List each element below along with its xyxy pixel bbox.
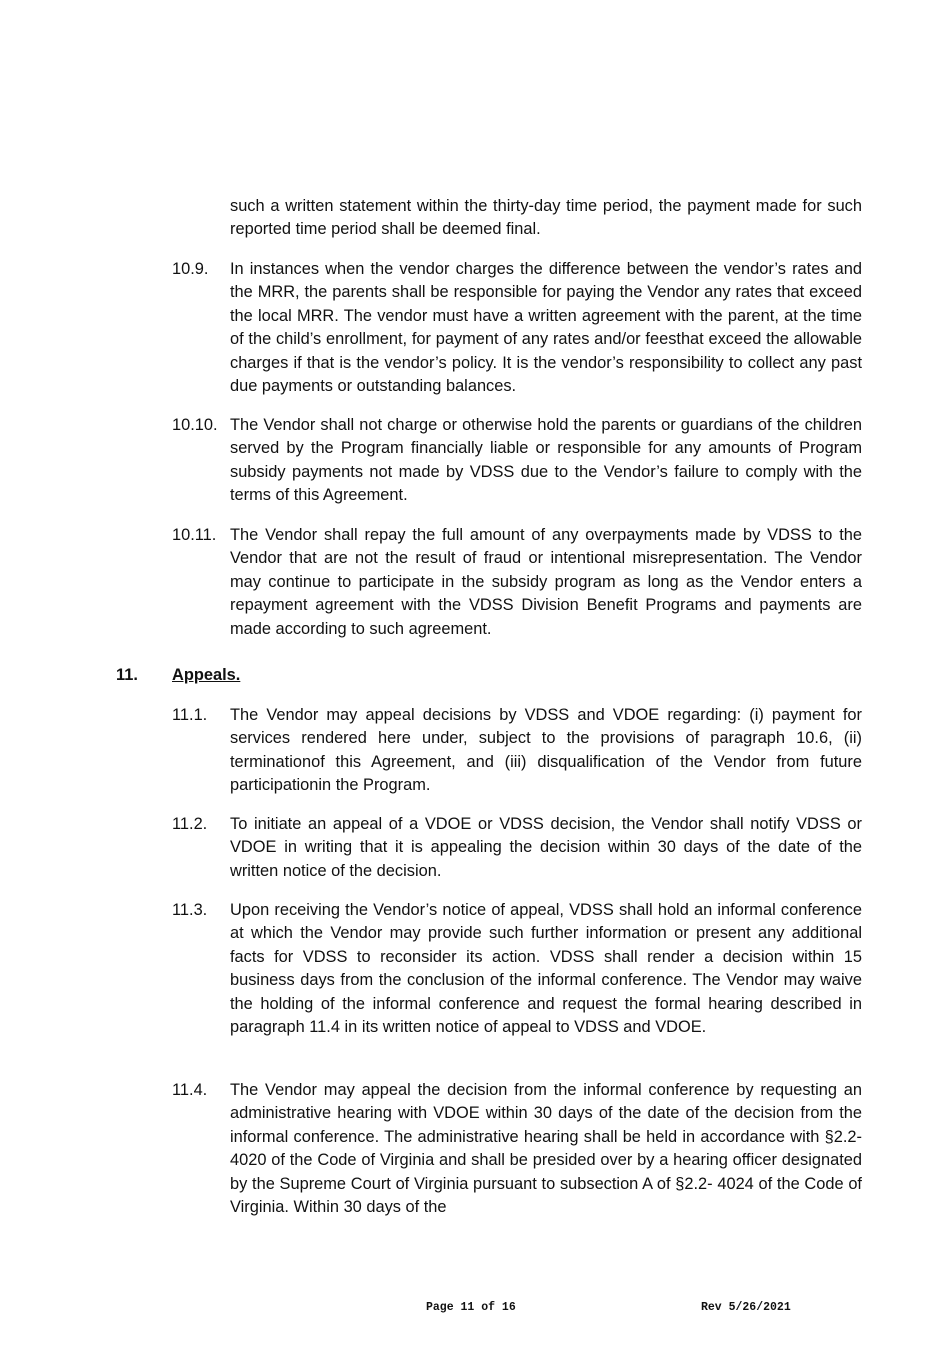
item-number-10-10: 10.10. [172, 416, 218, 434]
item-text-10-10: The Vendor shall not charge or otherwise hold the parents or guardians of the children served by the Program financially liable or responsible for any amounts of Program subsidy payments not made by VDSS due to the Vendor’s failure to comply with the terms of this Agreement. [230, 416, 862, 505]
item-number-11-2: 11.2. [172, 815, 208, 833]
item-number-11-4: 11.4. [172, 1081, 208, 1099]
section-number: 11. [116, 666, 138, 684]
item-number-11-1: 11.1. [172, 706, 208, 724]
item-number-11-3: 11.3. [172, 901, 208, 919]
item-text-10-9: In instances when the vendor charges the difference between the vendor’s rates and the MRR, the parents shall be responsible for paying the Vendor any rates that exceed the local MRR. The vendor must have a written agreement with the parent, at the time of the child’s enrollment, for payment of any rates and/or feesthat exceed the allowable charges if that is the vendor’s policy. It is the vendor’s responsibility to collect any past due payments or outstanding balances. [230, 260, 862, 396]
item-number-10-9: 10.9. [172, 260, 209, 278]
item-text-11-3: Upon receiving the Vendor’s notice of appeal, VDSS shall hold an informal conference at which the Vendor may provide such further information or present any additional facts for VDSS to reconsider its action. VDSS shall render a decision within 15 business days from the conclusion of the informal conference. The Vendor may waive the holding of the informal conference and request the formal hearing described in paragraph 11.4 in its written notice of appeal to VDSS and VDOE. [230, 901, 862, 1037]
item-text-11-1: The Vendor may appeal decisions by VDSS and VDOE regarding: (i) payment for services rendered here under, subject to the provisions of paragraph 10.6, (ii) terminationof this Agreement, and (iii) disqualification of the Vendor from future participationin the Program. [230, 706, 862, 795]
item-text-11-4: The Vendor may appeal the decision from the informal conference by requesting an administrative hearing with VDOE within 30 days of the date of the decision from the informal conference. The administrative hearing shall be held in accordance with §2.2-4020 of the Code of Virginia and shall be presided over by a hearing officer designated by the Supreme Court of Virginia pursuant to subsection A of §2.2- 4024 of the Code of Virginia. Within 30 days of the [230, 1081, 862, 1217]
item-text-11-2: To initiate an appeal of a VDOE or VDSS decision, the Vendor shall notify VDSS or VDOE in writing that it is appealing the decision within 30 days of the date of the written notice of the decision. [230, 815, 862, 880]
page-number: Page 11 of 16 [426, 1301, 516, 1314]
item-text-10-11: The Vendor shall repay the full amount of any overpayments made by VDSS to the Vendor that are not the result of fraud or intentional misrepresentation. The Vendor may continue to participate in the subsidy program as long as the Vendor enters a repayment agreement with the VDSS Division Benefit Programs and payments are made according to such agreement. [230, 526, 862, 638]
continuation-paragraph: such a written statement within the thirty-day time period, the payment made for such reported time period shall be deemed final. [230, 197, 862, 239]
revision-date: Rev 5/26/2021 [701, 1301, 791, 1314]
item-number-10-11: 10.11. [172, 526, 217, 544]
section-title: Appeals. [172, 666, 241, 684]
